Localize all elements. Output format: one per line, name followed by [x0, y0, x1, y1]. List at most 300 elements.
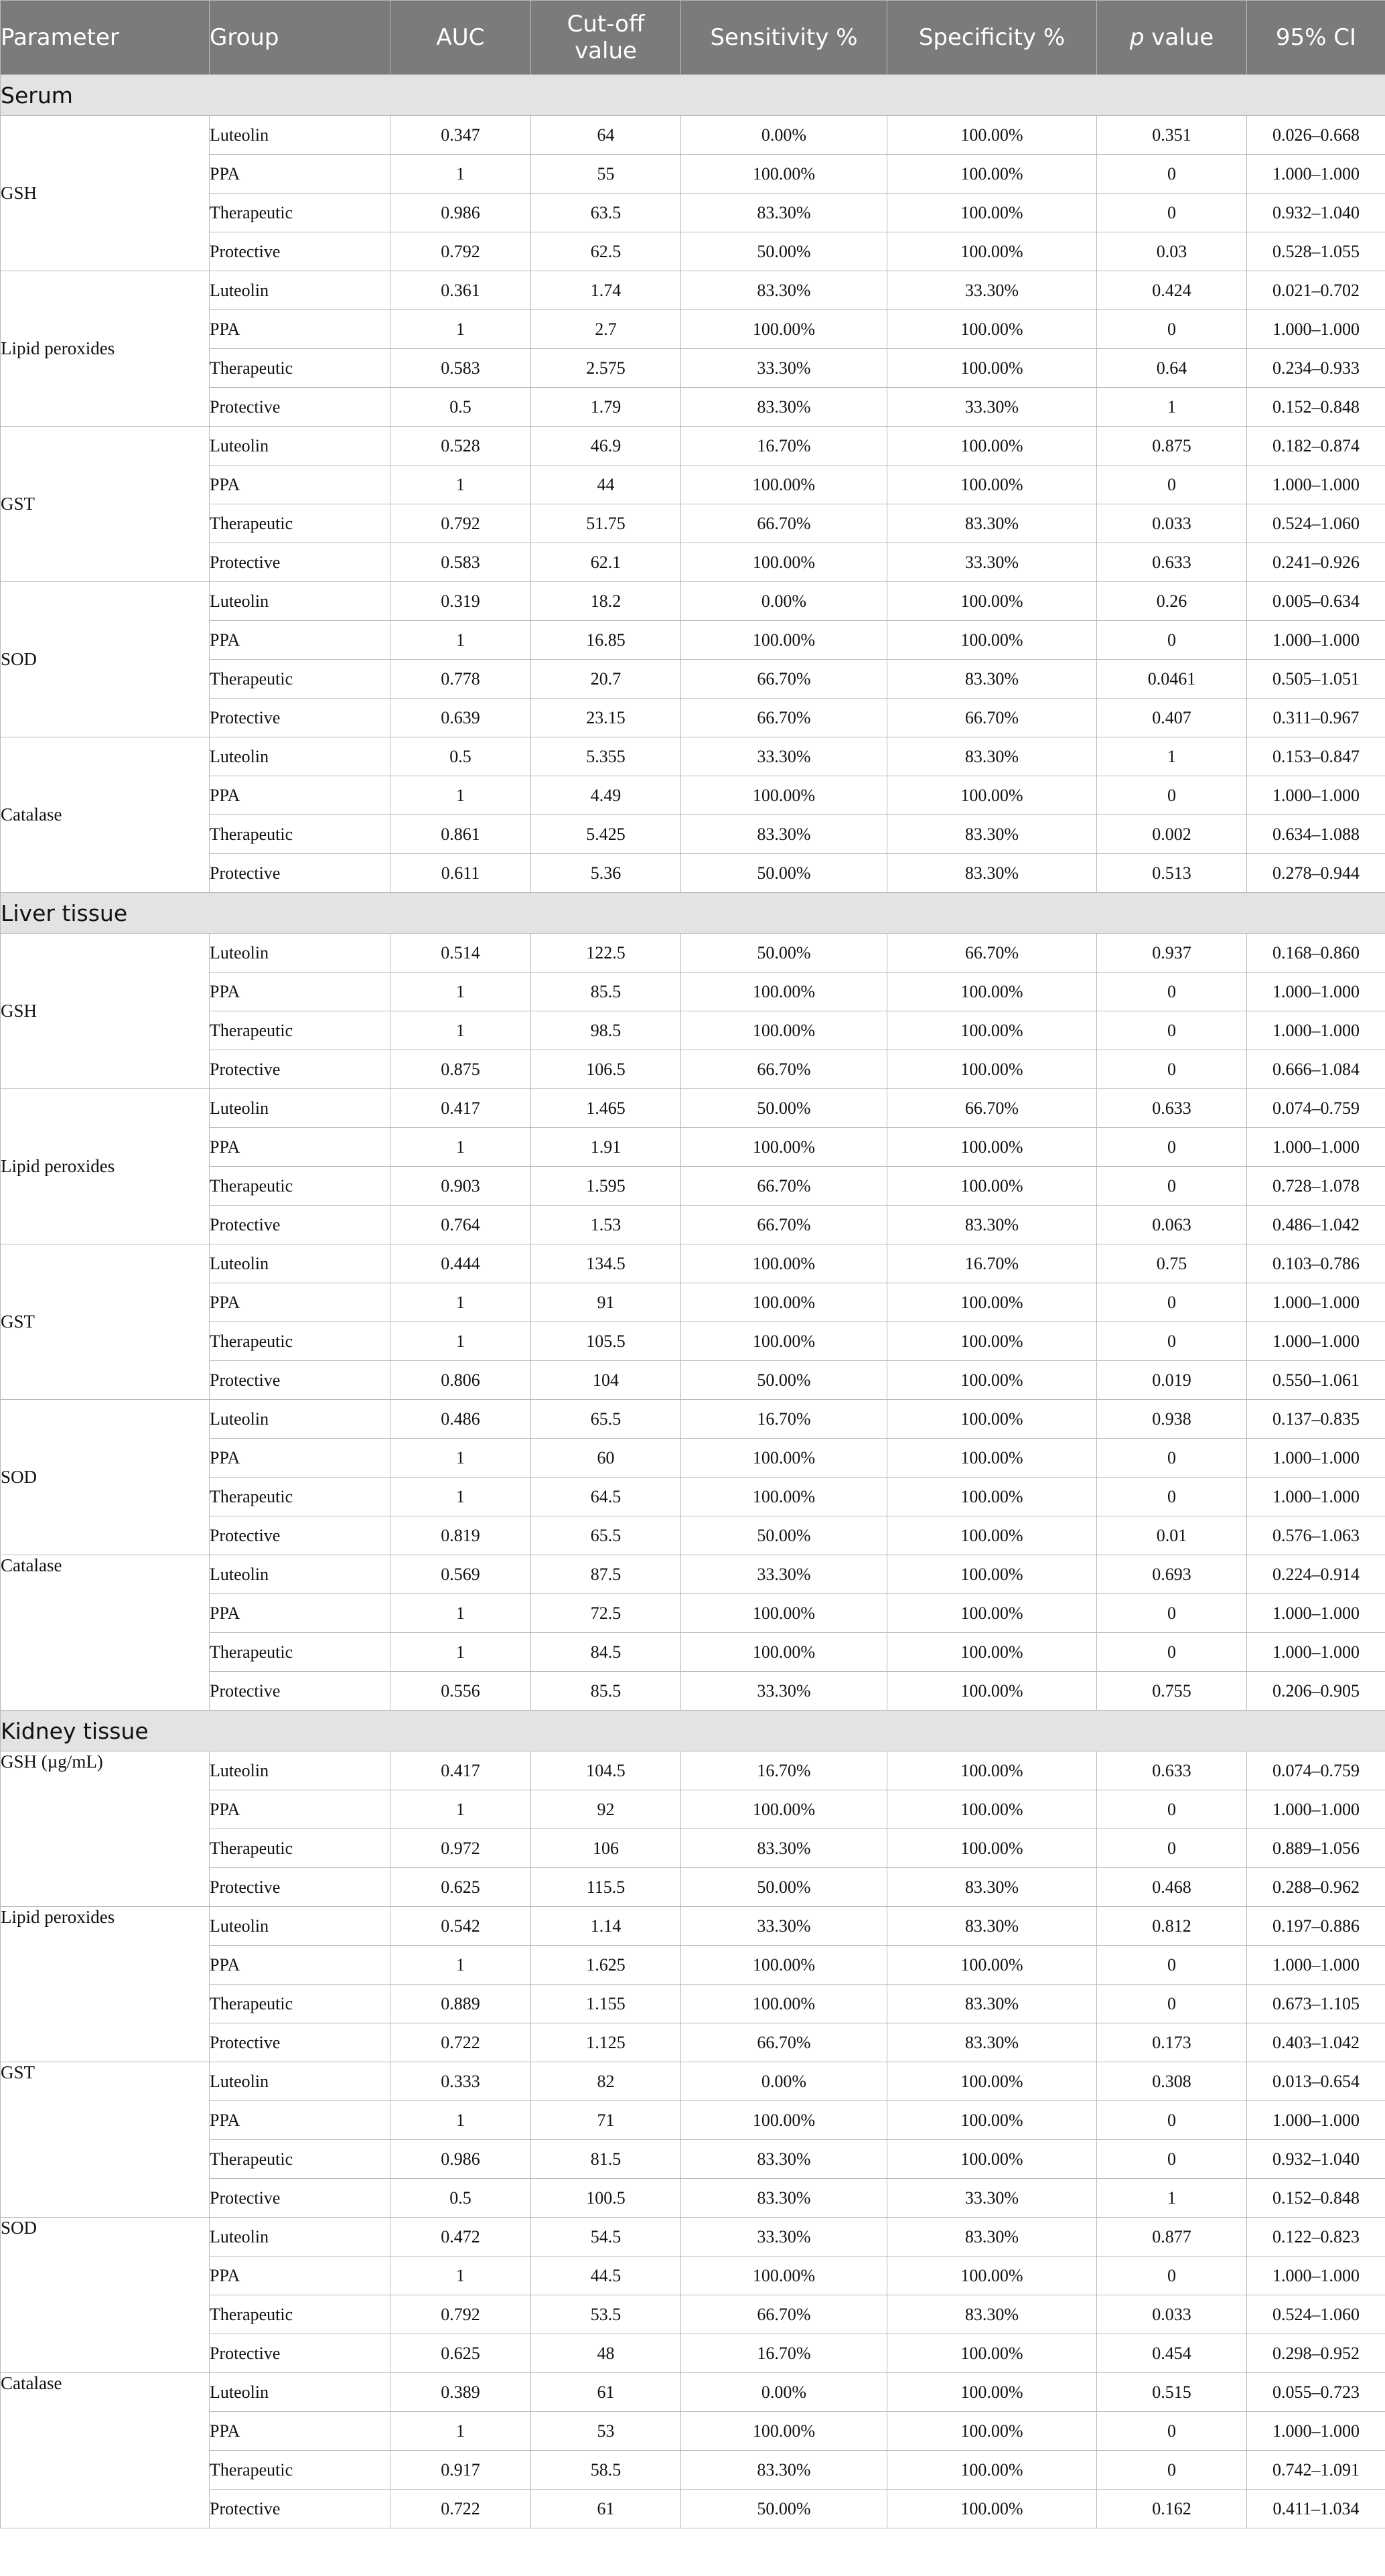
sensitivity-cell: 83.30%: [681, 388, 887, 427]
ci-cell: 1.000–1.000: [1247, 1128, 1385, 1167]
sensitivity-cell: 100.00%: [681, 1985, 887, 2023]
cutoff-cell: 5.355: [531, 737, 681, 776]
auc-cell: 1: [390, 310, 531, 349]
group-cell: PPA: [210, 2412, 390, 2451]
p-value-cell: 0.162: [1097, 2490, 1247, 2528]
specificity-cell: 100.00%: [887, 1011, 1097, 1050]
specificity-cell: 100.00%: [887, 776, 1097, 815]
specificity-cell: 100.00%: [887, 1790, 1097, 1829]
specificity-cell: 100.00%: [887, 1322, 1097, 1361]
cutoff-cell: 16.85: [531, 621, 681, 660]
group-cell: Luteolin: [210, 427, 390, 466]
ci-cell: 0.528–1.055: [1247, 232, 1385, 271]
cutoff-cell: 85.5: [531, 973, 681, 1011]
sensitivity-cell: 66.70%: [681, 660, 887, 699]
p-value-cell: 0.407: [1097, 699, 1247, 737]
auc-cell: 0.472: [390, 2218, 531, 2257]
specificity-cell: 100.00%: [887, 1478, 1097, 1516]
header-cutoff-line2: value: [575, 38, 637, 64]
sensitivity-cell: 33.30%: [681, 349, 887, 388]
sensitivity-cell: 100.00%: [681, 543, 887, 582]
specificity-cell: 100.00%: [887, 2140, 1097, 2179]
parameter-cell: GSH: [1, 934, 210, 1089]
ci-cell: 1.000–1.000: [1247, 1790, 1385, 1829]
p-value-cell: 0: [1097, 1633, 1247, 1672]
sensitivity-cell: 83.30%: [681, 271, 887, 310]
ci-cell: 0.005–0.634: [1247, 582, 1385, 621]
ci-cell: 0.634–1.088: [1247, 815, 1385, 854]
group-cell: Protective: [210, 2334, 390, 2373]
p-value-cell: 0: [1097, 466, 1247, 504]
ci-cell: 0.152–0.848: [1247, 388, 1385, 427]
cutoff-cell: 53: [531, 2412, 681, 2451]
sensitivity-cell: 100.00%: [681, 466, 887, 504]
sensitivity-cell: 66.70%: [681, 699, 887, 737]
auc-cell: 0.361: [390, 271, 531, 310]
auc-cell: 0.889: [390, 1985, 531, 2023]
table-row: [1, 2373, 1385, 2412]
group-cell: Therapeutic: [210, 1011, 390, 1050]
p-value-cell: 0.063: [1097, 1206, 1247, 1244]
section-title: Liver tissue: [1, 893, 1385, 934]
section-row: [1, 75, 1385, 116]
specificity-cell: 100.00%: [887, 116, 1097, 155]
specificity-cell: 83.30%: [887, 854, 1097, 893]
specificity-cell: 83.30%: [887, 660, 1097, 699]
auc-cell: 1: [390, 466, 531, 504]
group-cell: Protective: [210, 1672, 390, 1711]
header-cutoff-line1: Cut-off: [567, 11, 645, 38]
sensitivity-cell: 50.00%: [681, 232, 887, 271]
group-cell: Therapeutic: [210, 660, 390, 699]
ci-cell: 0.206–0.905: [1247, 1672, 1385, 1711]
auc-cell: 0.792: [390, 232, 531, 271]
ci-cell: 1.000–1.000: [1247, 1478, 1385, 1516]
p-value-cell: 0: [1097, 2257, 1247, 2295]
parameter-cell: Lipid peroxides: [1, 1907, 210, 2062]
ci-cell: 1.000–1.000: [1247, 1594, 1385, 1633]
cutoff-cell: 62.1: [531, 543, 681, 582]
specificity-cell: 83.30%: [887, 2295, 1097, 2334]
cutoff-cell: 63.5: [531, 194, 681, 232]
group-cell: Luteolin: [210, 2218, 390, 2257]
cutoff-cell: 62.5: [531, 232, 681, 271]
sensitivity-cell: 0.00%: [681, 116, 887, 155]
cutoff-cell: 106: [531, 1829, 681, 1868]
sensitivity-cell: 100.00%: [681, 310, 887, 349]
group-cell: Luteolin: [210, 737, 390, 776]
sensitivity-cell: 33.30%: [681, 2218, 887, 2257]
group-cell: Protective: [210, 2490, 390, 2528]
section-title: Kidney tissue: [1, 1711, 1385, 1751]
specificity-cell: 100.00%: [887, 349, 1097, 388]
group-cell: Therapeutic: [210, 504, 390, 543]
p-value-cell: 0.019: [1097, 1361, 1247, 1400]
sensitivity-cell: 100.00%: [681, 1594, 887, 1633]
ci-cell: 0.168–0.860: [1247, 934, 1385, 973]
specificity-cell: 100.00%: [887, 1361, 1097, 1400]
table-row: [1, 1907, 1385, 1946]
cutoff-cell: 87.5: [531, 1555, 681, 1594]
ci-cell: 0.932–1.040: [1247, 194, 1385, 232]
p-value-cell: 0.64: [1097, 349, 1247, 388]
auc-cell: 1: [390, 1633, 531, 1672]
section-row: [1, 893, 1385, 934]
group-cell: PPA: [210, 1594, 390, 1633]
sensitivity-cell: 66.70%: [681, 2295, 887, 2334]
auc-cell: 0.347: [390, 116, 531, 155]
table-row: [1, 271, 1385, 310]
auc-cell: 1: [390, 621, 531, 660]
p-value-cell: 0.308: [1097, 2062, 1247, 2101]
specificity-cell: 100.00%: [887, 1167, 1097, 1206]
specificity-cell: 83.30%: [887, 1907, 1097, 1946]
cutoff-cell: 64.5: [531, 1478, 681, 1516]
sensitivity-cell: 83.30%: [681, 194, 887, 232]
ci-cell: 0.932–1.040: [1247, 2140, 1385, 2179]
cutoff-cell: 61: [531, 2373, 681, 2412]
sensitivity-cell: 50.00%: [681, 2490, 887, 2528]
ci-cell: 0.013–0.654: [1247, 2062, 1385, 2101]
ci-cell: 0.505–1.051: [1247, 660, 1385, 699]
auc-cell: 0.722: [390, 2023, 531, 2062]
ci-cell: 0.021–0.702: [1247, 271, 1385, 310]
group-cell: Therapeutic: [210, 349, 390, 388]
group-cell: Therapeutic: [210, 2295, 390, 2334]
cutoff-cell: 44: [531, 466, 681, 504]
cutoff-cell: 1.125: [531, 2023, 681, 2062]
cutoff-cell: 1.74: [531, 271, 681, 310]
auc-cell: 0.389: [390, 2373, 531, 2412]
group-cell: Protective: [210, 1516, 390, 1555]
cutoff-cell: 82: [531, 2062, 681, 2101]
p-value-cell: 0.01: [1097, 1516, 1247, 1555]
group-cell: Protective: [210, 854, 390, 893]
p-value-cell: 1: [1097, 2179, 1247, 2218]
p-value-cell: 0.0461: [1097, 660, 1247, 699]
group-cell: Luteolin: [210, 1400, 390, 1439]
group-cell: Luteolin: [210, 271, 390, 310]
group-cell: PPA: [210, 155, 390, 194]
header-parameter: Parameter: [1, 1, 210, 75]
ci-cell: 1.000–1.000: [1247, 466, 1385, 504]
cutoff-cell: 122.5: [531, 934, 681, 973]
p-value-cell: 0: [1097, 1283, 1247, 1322]
group-cell: PPA: [210, 621, 390, 660]
auc-cell: 0.625: [390, 1868, 531, 1907]
ci-cell: 0.224–0.914: [1247, 1555, 1385, 1594]
sensitivity-cell: 100.00%: [681, 1478, 887, 1516]
specificity-cell: 83.30%: [887, 2218, 1097, 2257]
ci-cell: 0.074–0.759: [1247, 1089, 1385, 1128]
specificity-cell: 83.30%: [887, 2023, 1097, 2062]
sensitivity-cell: 0.00%: [681, 2373, 887, 2412]
p-value-cell: 0.002: [1097, 815, 1247, 854]
specificity-cell: 100.00%: [887, 427, 1097, 466]
auc-cell: 0.417: [390, 1751, 531, 1790]
specificity-cell: 83.30%: [887, 1206, 1097, 1244]
p-value-cell: 0: [1097, 1011, 1247, 1050]
sensitivity-cell: 100.00%: [681, 776, 887, 815]
auc-cell: 0.778: [390, 660, 531, 699]
table-row: [1, 582, 1385, 621]
ci-cell: 0.137–0.835: [1247, 1400, 1385, 1439]
auc-cell: 0.319: [390, 582, 531, 621]
parameter-cell: GST: [1, 427, 210, 582]
auc-cell: 1: [390, 1946, 531, 1985]
group-cell: Luteolin: [210, 1089, 390, 1128]
ci-cell: 1.000–1.000: [1247, 776, 1385, 815]
p-value-cell: 0.75: [1097, 1244, 1247, 1283]
p-value-cell: 0.513: [1097, 854, 1247, 893]
cutoff-cell: 85.5: [531, 1672, 681, 1711]
cutoff-cell: 58.5: [531, 2451, 681, 2490]
sensitivity-cell: 83.30%: [681, 815, 887, 854]
sensitivity-cell: 33.30%: [681, 1672, 887, 1711]
specificity-cell: 100.00%: [887, 1633, 1097, 1672]
ci-cell: 1.000–1.000: [1247, 1946, 1385, 1985]
group-cell: Therapeutic: [210, 1829, 390, 1868]
cutoff-cell: 1.155: [531, 1985, 681, 2023]
sensitivity-cell: 50.00%: [681, 1089, 887, 1128]
cutoff-cell: 1.53: [531, 1206, 681, 1244]
specificity-cell: 100.00%: [887, 1516, 1097, 1555]
cutoff-cell: 92: [531, 1790, 681, 1829]
group-cell: Protective: [210, 232, 390, 271]
sensitivity-cell: 83.30%: [681, 1829, 887, 1868]
auc-cell: 1: [390, 2412, 531, 2451]
auc-cell: 1: [390, 1283, 531, 1322]
sensitivity-cell: 50.00%: [681, 1361, 887, 1400]
sensitivity-cell: 100.00%: [681, 155, 887, 194]
p-value-cell: 0.633: [1097, 1089, 1247, 1128]
ci-cell: 1.000–1.000: [1247, 621, 1385, 660]
group-cell: Protective: [210, 1050, 390, 1089]
sensitivity-cell: 33.30%: [681, 1555, 887, 1594]
ci-cell: 0.889–1.056: [1247, 1829, 1385, 1868]
p-value-cell: 0.03: [1097, 232, 1247, 271]
cutoff-cell: 105.5: [531, 1322, 681, 1361]
ci-cell: 0.278–0.944: [1247, 854, 1385, 893]
section-row: [1, 1711, 1385, 1751]
auc-cell: 0.583: [390, 543, 531, 582]
specificity-cell: 16.70%: [887, 1244, 1097, 1283]
specificity-cell: 100.00%: [887, 973, 1097, 1011]
parameter-cell: Catalase: [1, 2373, 210, 2528]
sensitivity-cell: 100.00%: [681, 2412, 887, 2451]
table-row: [1, 934, 1385, 973]
cutoff-cell: 1.14: [531, 1907, 681, 1946]
p-value-cell: 0.26: [1097, 582, 1247, 621]
group-cell: PPA: [210, 466, 390, 504]
p-value-cell: 0.937: [1097, 934, 1247, 973]
table-row: [1, 1244, 1385, 1283]
sensitivity-cell: 16.70%: [681, 1400, 887, 1439]
specificity-cell: 100.00%: [887, 1946, 1097, 1985]
header-group: Group: [210, 1, 390, 75]
sensitivity-cell: 50.00%: [681, 1516, 887, 1555]
cutoff-cell: 60: [531, 1439, 681, 1478]
p-value-cell: 0: [1097, 155, 1247, 194]
p-value-cell: 0: [1097, 194, 1247, 232]
ci-cell: 1.000–1.000: [1247, 2412, 1385, 2451]
specificity-cell: 100.00%: [887, 2412, 1097, 2451]
cutoff-cell: 81.5: [531, 2140, 681, 2179]
group-cell: Luteolin: [210, 2062, 390, 2101]
sensitivity-cell: 100.00%: [681, 1946, 887, 1985]
sensitivity-cell: 100.00%: [681, 2101, 887, 2140]
parameter-cell: GST: [1, 2062, 210, 2218]
ci-cell: 1.000–1.000: [1247, 1633, 1385, 1672]
specificity-cell: 100.00%: [887, 1128, 1097, 1167]
sensitivity-cell: 66.70%: [681, 2023, 887, 2062]
auc-cell: 0.917: [390, 2451, 531, 2490]
group-cell: PPA: [210, 973, 390, 1011]
auc-cell: 1: [390, 1011, 531, 1050]
group-cell: Therapeutic: [210, 1633, 390, 1672]
ci-cell: 0.055–0.723: [1247, 2373, 1385, 2412]
ci-cell: 0.486–1.042: [1247, 1206, 1385, 1244]
ci-cell: 1.000–1.000: [1247, 155, 1385, 194]
p-value-cell: 0: [1097, 1322, 1247, 1361]
group-cell: Luteolin: [210, 2373, 390, 2412]
group-cell: PPA: [210, 1790, 390, 1829]
specificity-cell: 100.00%: [887, 2373, 1097, 2412]
group-cell: PPA: [210, 310, 390, 349]
specificity-cell: 100.00%: [887, 1672, 1097, 1711]
ci-cell: 0.241–0.926: [1247, 543, 1385, 582]
sensitivity-cell: 66.70%: [681, 1167, 887, 1206]
auc-cell: 1: [390, 1322, 531, 1361]
cutoff-cell: 1.595: [531, 1167, 681, 1206]
sensitivity-cell: 100.00%: [681, 1633, 887, 1672]
sensitivity-cell: 100.00%: [681, 1011, 887, 1050]
specificity-cell: 100.00%: [887, 1555, 1097, 1594]
cutoff-cell: 51.75: [531, 504, 681, 543]
p-value-cell: 0.173: [1097, 2023, 1247, 2062]
auc-cell: 0.5: [390, 388, 531, 427]
table-row: [1, 1555, 1385, 1594]
auc-cell: 1: [390, 155, 531, 194]
table-row: [1, 1751, 1385, 1790]
table-row: [1, 737, 1385, 776]
specificity-cell: 100.00%: [887, 1050, 1097, 1089]
sensitivity-cell: 66.70%: [681, 1050, 887, 1089]
p-value-cell: 0: [1097, 1439, 1247, 1478]
p-value-cell: 0.424: [1097, 271, 1247, 310]
cutoff-cell: 2.575: [531, 349, 681, 388]
parameter-cell: SOD: [1, 1400, 210, 1555]
group-cell: Therapeutic: [210, 2451, 390, 2490]
specificity-cell: 66.70%: [887, 1089, 1097, 1128]
sensitivity-cell: 100.00%: [681, 973, 887, 1011]
p-value-cell: 0: [1097, 1478, 1247, 1516]
auc-cell: 1: [390, 973, 531, 1011]
sensitivity-cell: 100.00%: [681, 1322, 887, 1361]
auc-cell: 1: [390, 1790, 531, 1829]
auc-cell: 0.542: [390, 1907, 531, 1946]
ci-cell: 0.673–1.105: [1247, 1985, 1385, 2023]
auc-cell: 0.764: [390, 1206, 531, 1244]
sensitivity-cell: 100.00%: [681, 1439, 887, 1478]
group-cell: Protective: [210, 1361, 390, 1400]
group-cell: Luteolin: [210, 116, 390, 155]
auc-cell: 0.722: [390, 2490, 531, 2528]
p-value-cell: 0.812: [1097, 1907, 1247, 1946]
header-cutoff: [531, 1, 681, 75]
auc-cell: 1: [390, 1439, 531, 1478]
ci-cell: 0.026–0.668: [1247, 116, 1385, 155]
p-value-cell: 0: [1097, 2451, 1247, 2490]
p-value-cell: 1: [1097, 737, 1247, 776]
specificity-cell: 100.00%: [887, 2062, 1097, 2101]
sensitivity-cell: 16.70%: [681, 1751, 887, 1790]
header-auc: AUC: [390, 1, 531, 75]
parameter-cell: Catalase: [1, 737, 210, 893]
p-value-cell: 0: [1097, 1167, 1247, 1206]
p-value-cell: 0: [1097, 1128, 1247, 1167]
header-p-value: [1097, 1, 1247, 75]
ci-cell: 0.311–0.967: [1247, 699, 1385, 737]
auc-cell: 1: [390, 2101, 531, 2140]
ci-cell: 0.103–0.786: [1247, 1244, 1385, 1283]
auc-cell: 1: [390, 2257, 531, 2295]
table-row: [1, 427, 1385, 466]
ci-cell: 0.234–0.933: [1247, 349, 1385, 388]
cutoff-cell: 64: [531, 116, 681, 155]
group-cell: Therapeutic: [210, 1322, 390, 1361]
group-cell: PPA: [210, 1128, 390, 1167]
ci-cell: 0.288–0.962: [1247, 1868, 1385, 1907]
auc-cell: 0.5: [390, 2179, 531, 2218]
sensitivity-cell: 100.00%: [681, 621, 887, 660]
p-value-cell: 0: [1097, 310, 1247, 349]
group-cell: PPA: [210, 1283, 390, 1322]
sensitivity-cell: 33.30%: [681, 737, 887, 776]
auc-cell: 0.861: [390, 815, 531, 854]
group-cell: Therapeutic: [210, 2140, 390, 2179]
group-cell: Protective: [210, 699, 390, 737]
sensitivity-cell: 50.00%: [681, 854, 887, 893]
specificity-cell: 83.30%: [887, 504, 1097, 543]
cutoff-cell: 71: [531, 2101, 681, 2140]
p-value-cell: 0: [1097, 1829, 1247, 1868]
p-value-cell: 0: [1097, 1050, 1247, 1089]
p-value-cell: 0: [1097, 1985, 1247, 2023]
auc-cell: 0.514: [390, 934, 531, 973]
table-header-row: [1, 1, 1385, 75]
group-cell: Therapeutic: [210, 1985, 390, 2023]
group-cell: Luteolin: [210, 1907, 390, 1946]
p-value-cell: 0.351: [1097, 116, 1247, 155]
auc-cell: 0.986: [390, 2140, 531, 2179]
auc-cell: 0.556: [390, 1672, 531, 1711]
specificity-cell: 66.70%: [887, 934, 1097, 973]
p-value-cell: 0.633: [1097, 543, 1247, 582]
group-cell: Protective: [210, 2179, 390, 2218]
auc-cell: 1: [390, 1478, 531, 1516]
auc-cell: 0.5: [390, 737, 531, 776]
sensitivity-cell: 100.00%: [681, 1790, 887, 1829]
specificity-cell: 33.30%: [887, 543, 1097, 582]
auc-cell: 1: [390, 1128, 531, 1167]
specificity-cell: 100.00%: [887, 1439, 1097, 1478]
cutoff-cell: 44.5: [531, 2257, 681, 2295]
p-value-cell: 0: [1097, 2101, 1247, 2140]
auc-cell: 0.986: [390, 194, 531, 232]
specificity-cell: 100.00%: [887, 1594, 1097, 1633]
cutoff-cell: 65.5: [531, 1516, 681, 1555]
